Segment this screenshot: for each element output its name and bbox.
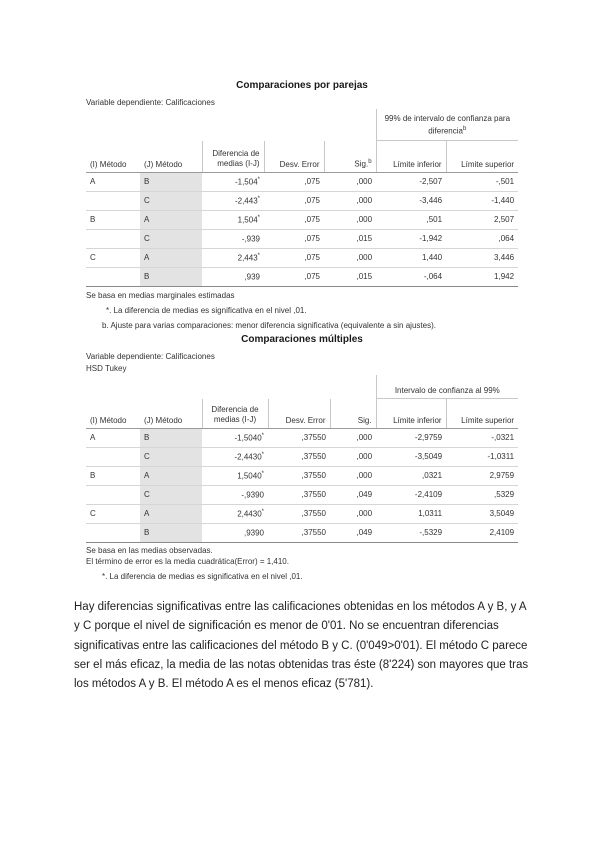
cell-se: ,37550 (268, 523, 330, 542)
cell-mark: * (261, 451, 264, 458)
cell-se: ,075 (264, 267, 324, 286)
table1-col-lower: Límite inferior (376, 141, 446, 173)
cell-sig: ,015 (324, 229, 376, 248)
cell-diff: 2,443 (237, 253, 258, 263)
cell-i: A (86, 428, 140, 447)
cell-i (86, 267, 140, 286)
table2-title: Comparaciones múltiples (241, 334, 363, 345)
table1-ci-sup: b (462, 126, 467, 133)
cell-j: C (140, 447, 202, 466)
cell-lower: -3,446 (376, 191, 446, 210)
cell-i (86, 229, 140, 248)
cell-se: ,075 (264, 172, 324, 191)
table-row (86, 210, 518, 229)
cell-upper: ,5329 (446, 485, 518, 504)
cell-i (86, 447, 140, 466)
table-row (86, 485, 518, 504)
table2-footnotes (86, 545, 518, 582)
cell-se: ,37550 (268, 447, 330, 466)
cell-se: ,37550 (268, 466, 330, 485)
table1-col-diff: Diferencia de medias (I-J) (202, 141, 264, 173)
cell-mark: * (257, 176, 260, 183)
cell-j: A (140, 466, 202, 485)
cell-lower: ,501 (376, 210, 446, 229)
table2-dependent-variable: Variable dependiente: Calificaciones (86, 352, 215, 361)
cell-sig: ,000 (324, 172, 376, 191)
table1-col-upper: Límite superior (446, 141, 518, 173)
table1-title: Comparaciones por parejas (236, 80, 368, 91)
cell-diff: -,9390 (241, 490, 264, 500)
cell-mark: * (261, 470, 264, 477)
cell-sig: ,000 (324, 191, 376, 210)
cell-upper: -,0321 (446, 428, 518, 447)
multiple-comparisons-table (86, 375, 518, 543)
table2-body (86, 428, 518, 542)
cell-i: C (86, 504, 140, 523)
table-row (86, 504, 518, 523)
cell-upper: ,064 (446, 229, 518, 248)
cell-mark: * (257, 214, 260, 221)
cell-upper: 3,446 (446, 248, 518, 267)
table1-col-j: (J) Método (140, 141, 202, 173)
table1-ci-header: 99% de intervalo de confianza para diferencia (384, 114, 511, 136)
table2-ci-header: Intervalo de confianza al 99% (376, 375, 518, 399)
cell-lower: 1,440 (376, 248, 446, 267)
conclusion-paragraph: Hay diferencias significativas entre las calificaciones obtenidas en los métodos A y B, y A y C porque el nivel de significación es menor de 0'01. No se encuentran diferencias significativas entre las calificaciones del método B y C. (0'049>0'01). El método C parece ser el más eficaz, la media de las notas obtenidas tras éste (8'224) son mayores que tras los métodos A y B. El método A es el menos eficaz (5'781). (74, 601, 529, 691)
cell-lower: -,064 (376, 267, 446, 286)
table2-col-se: Desv. Error (268, 399, 330, 429)
table-row (86, 447, 518, 466)
table2-col-lower: Límite inferior (376, 399, 446, 429)
cell-mark: * (257, 252, 260, 259)
cell-upper: 1,942 (446, 267, 518, 286)
cell-j: A (140, 248, 202, 267)
cell-j: B (140, 172, 202, 191)
cell-mark: * (261, 508, 264, 515)
table1-body (86, 172, 518, 286)
cell-lower: -1,942 (376, 229, 446, 248)
table2-col-i: (I) Método (86, 399, 140, 429)
cell-diff: -1,504 (234, 177, 258, 187)
table-row (86, 172, 518, 191)
footnote: b. Ajuste para varias comparaciones: menor diferencia significativa (equivalente a sin ajustes). (102, 320, 436, 330)
cell-i: C (86, 248, 140, 267)
footnote: *. La diferencia de medias es significativa en el nivel ,01. (106, 305, 307, 315)
cell-j: C (140, 229, 202, 248)
cell-sig: ,000 (330, 447, 376, 466)
cell-sig: ,000 (324, 248, 376, 267)
table2-test: HSD Tukey (86, 364, 127, 373)
cell-upper: -1,0311 (446, 447, 518, 466)
table1-col-i: (I) Método (86, 141, 140, 173)
cell-se: ,075 (264, 210, 324, 229)
pairwise-comparisons-block (86, 80, 518, 331)
cell-diff: 2,4430 (237, 509, 262, 519)
cell-upper: -1,440 (446, 191, 518, 210)
cell-i (86, 523, 140, 542)
table-row (86, 191, 518, 210)
cell-diff: -,939 (241, 234, 260, 244)
table2-col-upper: Límite superior (446, 399, 518, 429)
cell-diff: -2,4430 (234, 452, 262, 462)
cell-lower: -3,5049 (376, 447, 446, 466)
footnote: Se basa en medias marginales estimadas (86, 290, 235, 300)
cell-i: B (86, 466, 140, 485)
cell-sig: ,049 (330, 523, 376, 542)
cell-upper: 2,507 (446, 210, 518, 229)
cell-lower: -2,507 (376, 172, 446, 191)
cell-sig: ,000 (324, 210, 376, 229)
cell-j: A (140, 210, 202, 229)
table2-col-diff: Diferencia de medias (I-J) (202, 399, 268, 429)
cell-diff: -1,5040 (234, 433, 262, 443)
table1-footnotes (86, 290, 518, 331)
cell-i: B (86, 210, 140, 229)
table2-col-j: (J) Método (140, 399, 202, 429)
cell-mark: * (261, 432, 264, 439)
multiple-comparisons-block (86, 334, 518, 582)
pairwise-comparisons-table (86, 109, 518, 287)
cell-i (86, 485, 140, 504)
table-row (86, 466, 518, 485)
cell-sig: ,015 (324, 267, 376, 286)
cell-lower: 1,0311 (376, 504, 446, 523)
cell-sig: ,049 (330, 485, 376, 504)
table1-col-sig: Sig. (354, 159, 369, 169)
cell-diff: 1,5040 (237, 471, 262, 481)
cell-lower: -2,4109 (376, 485, 446, 504)
cell-se: ,37550 (268, 485, 330, 504)
cell-j: B (140, 267, 202, 286)
cell-diff: ,939 (244, 272, 260, 282)
cell-mark: * (257, 195, 260, 202)
cell-lower: -2,9759 (376, 428, 446, 447)
cell-se: ,37550 (268, 428, 330, 447)
table-row (86, 523, 518, 542)
cell-lower: -,5329 (376, 523, 446, 542)
cell-j: C (140, 191, 202, 210)
cell-sig: ,000 (330, 466, 376, 485)
cell-se: ,075 (264, 191, 324, 210)
table2-col-sig: Sig. (330, 399, 376, 429)
table-row (86, 229, 518, 248)
cell-j: B (140, 523, 202, 542)
table1-dependent-variable: Variable dependiente: Calificaciones (86, 98, 215, 107)
cell-upper: 3,5049 (446, 504, 518, 523)
table1-col-sig-sup: b (368, 158, 372, 165)
cell-j: A (140, 504, 202, 523)
cell-lower: ,0321 (376, 466, 446, 485)
cell-se: ,37550 (268, 504, 330, 523)
cell-diff: -2,443 (234, 196, 258, 206)
cell-i (86, 191, 140, 210)
cell-j: B (140, 428, 202, 447)
table1-col-se: Desv. Error (264, 141, 324, 173)
cell-se: ,075 (264, 229, 324, 248)
cell-diff: ,9390 (243, 528, 264, 538)
cell-se: ,075 (264, 248, 324, 267)
cell-sig: ,000 (330, 428, 376, 447)
table-row (86, 428, 518, 447)
cell-upper: -,501 (446, 172, 518, 191)
cell-upper: 2,9759 (446, 466, 518, 485)
cell-j: C (140, 485, 202, 504)
cell-upper: 2,4109 (446, 523, 518, 542)
table-row (86, 248, 518, 267)
footnote: El término de error es la media cuadrática(Error) = 1,410. (86, 556, 289, 566)
footnote: *. La diferencia de medias es significativa en el nivel ,01. (102, 571, 303, 581)
footnote: Se basa en las medias observadas. (86, 545, 213, 555)
cell-i: A (86, 172, 140, 191)
cell-sig: ,000 (330, 504, 376, 523)
cell-diff: 1,504 (237, 215, 258, 225)
table-row (86, 267, 518, 286)
